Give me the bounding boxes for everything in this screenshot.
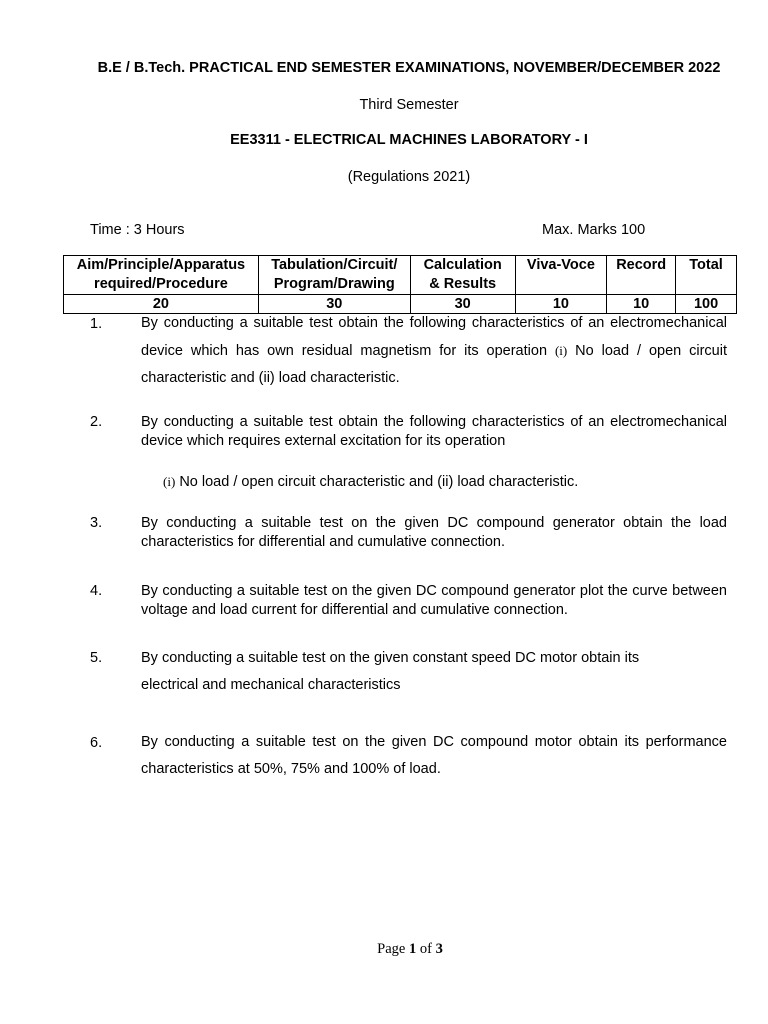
page-footer: Page 1 of 3 (377, 941, 443, 957)
header-viva-voce: Viva-Voce (515, 256, 607, 295)
max-marks-label: Max. Marks 100 (542, 222, 646, 238)
question-text: By conducting a suitable test on the given DC compound generator obtain the load characteristics for differential and cumulative connection. (141, 515, 727, 550)
value-tabulation: 30 (258, 295, 410, 314)
question-number: 2. (90, 414, 103, 430)
header-record: Record (607, 256, 676, 295)
time-label: Time : 3 Hours (90, 222, 185, 238)
header-aim: Aim/Principle/Apparatus required/Procedure (64, 256, 259, 295)
question-text-line: electrical and mechanical characteristics (141, 677, 401, 693)
question-text: By conducting a suitable test on the given DC compound motor obtain its performance characteristics at 50%, 75% and 100% of load. (141, 734, 727, 777)
header-calculation: Calculation & Results (410, 256, 515, 295)
question-text: By conducting a suitable test obtain the following characteristics of an electromechanical device which has own residual magnetism for its operation (i) No load / open circuit characteristic and (ii) load characteristic. (141, 315, 728, 386)
table-header-row (64, 256, 737, 295)
semester-label: Third Semester (359, 97, 459, 113)
roman-numeral: (i) (554, 343, 568, 358)
value-aim: 20 (64, 295, 259, 314)
subject-title: EE3311 - ELECTRICAL MACHINES LABORATORY - I (230, 132, 588, 148)
regulations-label: (Regulations 2021) (347, 169, 471, 185)
question-number: 4. (90, 583, 103, 599)
roman-numeral: (i) (163, 474, 176, 489)
question-number: 5. (90, 650, 103, 666)
question-text: By conducting a suitable test obtain the following characteristics of an electromechanical device which requires external excitation for its operation (141, 414, 727, 449)
question-number: 3. (90, 515, 103, 531)
marks-distribution-table (63, 255, 737, 314)
question-subitem: (i) No load / open circuit characteristic and (ii) load characteristic. (163, 474, 579, 490)
question-number: 6. (90, 735, 103, 751)
page-current: 1 (408, 941, 417, 957)
question-text: By conducting a suitable test on the given DC compound generator plot the curve between voltage and load current for differential and cumulative connection. (141, 583, 727, 618)
value-viva-voce: 10 (515, 295, 607, 314)
page-total: 3 (435, 941, 443, 957)
value-total: 100 (676, 295, 737, 314)
question-number: 1. (90, 316, 103, 332)
question-text-line: By conducting a suitable test on the given constant speed DC motor obtain its (141, 650, 640, 666)
header-tabulation: Tabulation/Circuit/ Program/Drawing (258, 256, 410, 295)
value-calculation: 30 (410, 295, 515, 314)
exam-title: B.E / B.Tech. PRACTICAL END SEMESTER EXAMINATIONS, NOVEMBER/DECEMBER 2022 (97, 60, 721, 76)
header-total: Total (676, 256, 737, 295)
value-record: 10 (607, 295, 676, 314)
